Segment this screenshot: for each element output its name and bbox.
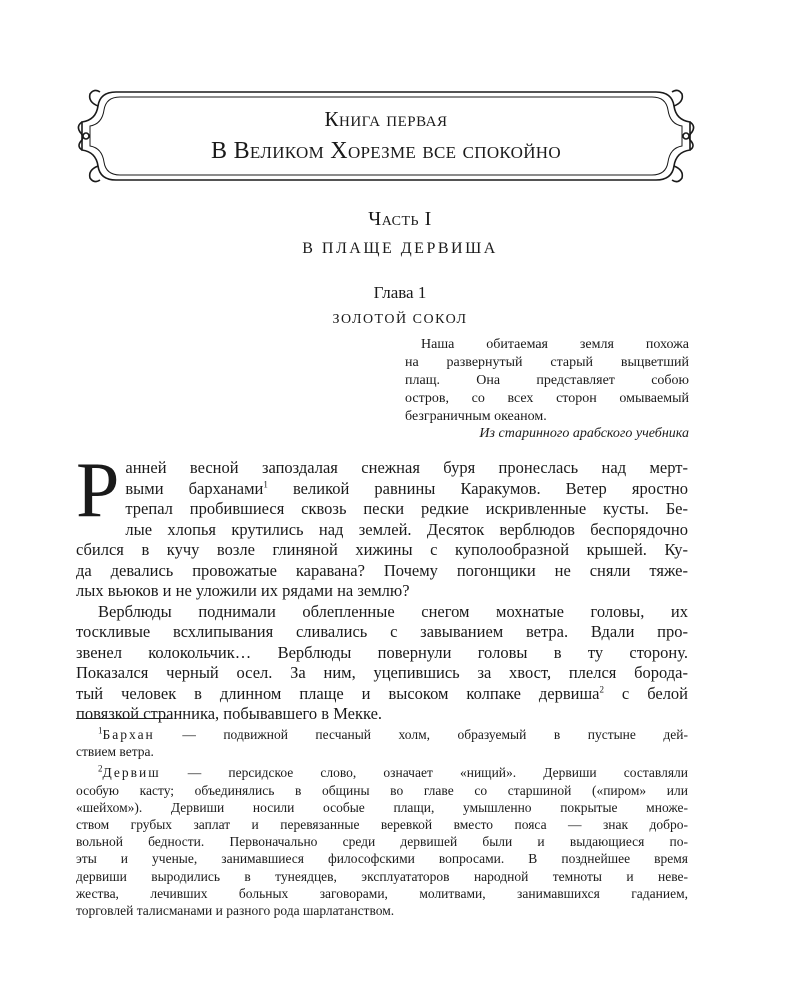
epigraph-line: плащ. Она представляет собою [405,373,689,388]
footnote-ref-2[interactable]: 2 [599,684,604,694]
part-title: В ПЛАЩЕ ДЕРВИША [302,240,498,257]
text-line: Верблюды поднимали облепленные снегом мохнатые головы, их [98,601,688,621]
footnote-1 [76,726,688,760]
footnote-2 [76,764,688,919]
footnote-line [76,764,688,781]
footnote-divider [76,718,172,719]
text-line: сбился в кучу возле глиняной хижины с куполообразной крышей. Ку- [76,540,688,559]
footnote-term: Дервиш [102,765,161,781]
epigraph-line: остров, со всех сторон омываемый [405,391,689,406]
paragraph-2 [76,602,688,725]
main-text [76,446,689,725]
book-title: В Великом Хорезме все спокойно [211,138,561,164]
text-line: тоскливые всхлипывания сливались с завыванием ветра. Вдали про- [76,622,688,641]
text-fragment: тый человек в длинном плаще и высоком колпаке дервиша [76,683,600,703]
footnote-mark: 1 [98,725,103,736]
epigraph-line: безграничным океаном. [405,409,547,424]
footnote-ref-1[interactable]: 1 [263,479,268,489]
text-line: анней весной запоздалая снежная буря пронеслась над мерт- [125,458,688,477]
text-fragment: — подвижной песчаный холм, образуемый в пустыне дей- [154,727,688,742]
chapter-title: ЗОЛОТОЙ СОКОЛ [332,312,468,327]
book-heading [76,86,696,186]
footnote-line: торговлей талисманами и разного рода шарлатанством. [76,903,395,919]
footnote-line: ством грубых заплат и перевязанные веревкой вместо пояса — знак добро- [76,817,688,833]
epigraph [405,336,689,426]
chapter-label: Глава 1 [373,283,427,302]
text-line: звенел колокольчик… Верблюды повернули головы в ту сторону. [76,642,688,662]
footnote-line: жества, лечивших больных заговорами, молитвами, занимавшихся гаданием, [76,885,688,901]
footnote-line: «шейхом»). Дервиши носили особые плащи, умышленно покрытые множе- [76,799,688,815]
text-fragment: великой равнины Каракумов. Ветер яростно [267,478,688,498]
title-frame [76,86,696,186]
footnote-line: ствием ветра. [76,744,154,760]
footnote-line [76,726,688,743]
book-label: Книга первая [324,107,448,131]
epigraph-source: Из старинного арабского учебника [479,426,689,441]
footnotes [76,726,688,923]
epigraph-line: на развернутый старый выцветший [405,355,689,370]
text-line: повязкой странника, побывавшего в Мекке. [76,704,383,723]
footnote-mark: 2 [98,763,103,774]
text-line: лых вьюков и не уложили их рядами на землю? [76,581,410,600]
drop-cap: Р [76,446,120,533]
footnote-line: особую касту; объединялись в общины во главе со старшиной («пиром» или [76,782,688,798]
text-fragment: — персидское слово, означает «нищий». Дервиши составляли [160,765,688,781]
epigraph-line: Наша обитаемая земля похожа [421,337,689,352]
text-line: Показался черный осел. За ним, уцепившись за хвост, плелся борода- [76,663,688,682]
text-line: лые хлопья крутились над землей. Десяток верблюдов беспорядочно [125,519,688,539]
footnote-line: вольной бедности. Первоначально среди дервишей были и выдающиеся по- [76,834,688,850]
footnote-line: эты и ученые, занимавшиеся философскими вопросами. В позднейшее время [76,851,688,867]
footnote-line: дервиши выродились в тунеядцев, эксплуататоров народной темноты и неве- [76,868,688,884]
part-label: Часть I [368,208,432,230]
text-line: да девались провожатые каравана? Почему погонщики не сняли тяже- [76,560,688,580]
text-line [76,684,688,705]
text-line: трепал пробившиеся сквозь пески редкие искривленные кусты. Бе- [125,499,688,518]
paragraph-1 [76,446,688,602]
text-line [76,479,688,500]
text-fragment: выми барханами [125,478,264,498]
text-fragment: с белой [603,683,689,703]
footnote-term: Бархан [102,727,155,742]
